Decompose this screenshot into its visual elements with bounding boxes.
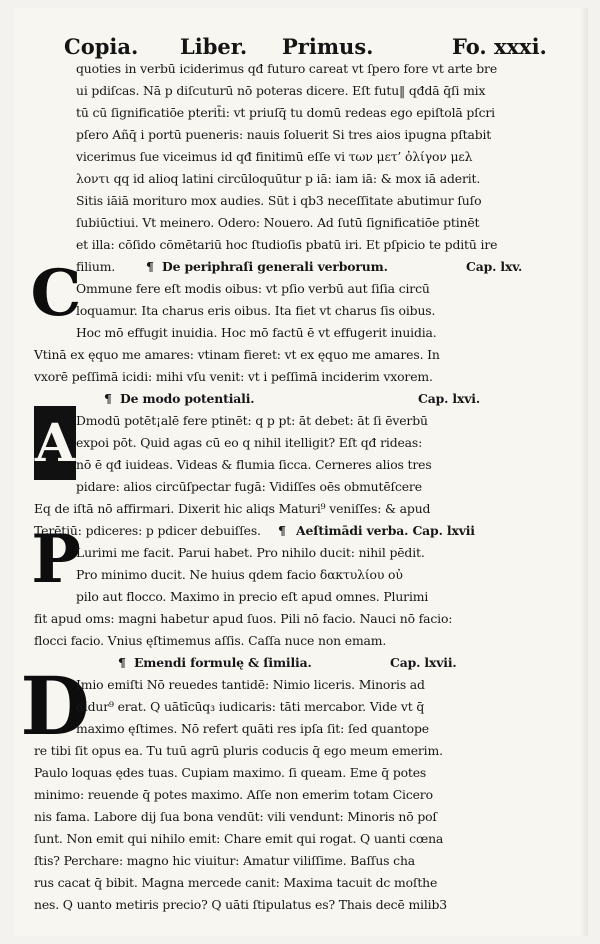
text-line: Vtinā ex ęquo me amares: vtinam fieret: vt ex ęquo me amares. In — [34, 347, 440, 362]
text-line: tū cū ſignificatiōe pterit̄i: vt priuſq̄ tu domū redeas ego epiſtolā pſcri — [76, 105, 495, 120]
text-line: ſunt. Non emit qui nihilo emit: Chare emit qui rogat. Q uanti cœna — [34, 831, 444, 846]
decorated-initial: A — [34, 406, 76, 480]
drop-cap-initial: P — [31, 520, 81, 598]
drop-cap-initial: D — [20, 659, 90, 753]
text-line: vxorē peſſimā icidi: mihi vſu venit: vt i peſſimā inciderim vxorem. — [34, 369, 433, 384]
text-line: nō ē qđ iuideas. Videas & flumia ſicca. Cerneres alios tres — [76, 457, 432, 472]
text-line: re tibi ſit opus ea. Tu tuū agrū pluris coducis q̄ ego meum emerim. — [34, 743, 443, 758]
text-line: didur⁹ erat. Q uātīcūq₃ iudicaris: tāti mercabor. Vide vt q̄ — [76, 699, 425, 714]
chapter-number: Cap. lxvii. — [390, 655, 457, 670]
text-line: Ommune fere eſt modis oibus: vt pſio verbū aut ſiſia circū — [76, 281, 430, 296]
text-line: Hoc mō effugit inuidia. Hoc mō factū ē vt effugerit inuidia. — [76, 325, 437, 340]
pilcrow-mark: ¶ — [146, 259, 154, 274]
text-line: rus cacat q̄ bibit. Magna mercede canit: Maxima tacuit dc moſthe — [34, 875, 438, 890]
page-edge-shading — [580, 8, 588, 936]
chapter-number: Cap. lxvi. — [418, 391, 480, 406]
text-line: filium. — [76, 259, 116, 274]
drop-cap-initial: C — [30, 255, 82, 331]
text-line: Pro minimo ducit. Ne huius qdem facio δακτυλίου οὐ — [76, 567, 403, 582]
text-line: Eq de iſtā nō affirmari. Dixerit hic aliqs Maturi⁹ veniſſes: & apud — [34, 501, 431, 516]
chapter-heading: De modo potentiali. — [120, 391, 255, 406]
text-line: pſero Añq̄ i portū pueneris: nauis ſoluerit Si tres aios ipugna pſtabit — [76, 127, 492, 142]
text-line: Dmodū potēt¡alē fere ptinēt: q p pt: āt debet: āt ſi ēverbū — [76, 413, 428, 428]
pilcrow-mark: ¶ — [104, 391, 112, 406]
text-line: flocci facio. Vnius ęſtimemus aſſis. Caſſa nuce non emam. — [34, 633, 387, 648]
text-line: maximo ęſtimes. Nō refert quāti res ipſa ſit: ſed quantope — [76, 721, 429, 736]
text-line: ſubiūctiui. Vt meinero. Odero: Nouero. Ad ſutū ſignificatiōe ptinēt — [76, 215, 480, 230]
text-line: nis fama. Labore dij ſua bona vendūt: vili vendunt: Minoris nō poſ — [34, 809, 437, 824]
header-center: Liber. — [180, 34, 248, 59]
chapter-number: Cap. lxv. — [466, 259, 523, 274]
book-page — [14, 8, 588, 936]
text-line: pilo aut flocco. Maximo in precio eſt apud omnes. Plurimi — [76, 589, 429, 604]
text-line: loquamur. Ita charus eris oibus. Ita fiet vt charus ſis oibus. — [76, 303, 436, 318]
text-line: vicerimus ſue viceimus id qđ finitimū eſſe vi των μετ’ ὀλίγον μελ — [76, 149, 473, 164]
text-line: et illa: cōſido cōmētariū hoc ſtudioſis pbatū iri. Et pſpicio te pditū ire — [76, 237, 498, 252]
text-line: expoi pōt. Quid agas cū eo q nihil itelligit? Eſt qđ rideas: — [76, 435, 423, 450]
text-line: ui pdiſcas. Nā p diſcuturū nō poteras dicere. Eſt futu‖ qđdā q̄ſi mix — [76, 83, 486, 98]
text-line: ſtis? Perchare: magno hic viuitur: Amatur viliſſime. Baſſus cha — [34, 853, 416, 868]
text-line: quoties in verbū iciderimus qđ futuro careat vt ſpero fore vt arte bre — [76, 61, 498, 76]
text-line: minimo: reuende q̄ potes maximo. Aſſe non emerim totam Cicero — [34, 787, 433, 802]
text-line: Paulo loquas ędes tuas. Cupiam maximo. ſi queam. Eme q̄ potes — [34, 765, 427, 780]
chapter-heading: De periphraſi generali verborum. — [162, 259, 388, 274]
text-line: pidare: alios circūſpectar fugā: Vidiſſes oēs obmutēſcere — [76, 479, 422, 494]
text-line: nes. Q uanto metiris precio? Q uāti ſtipulatus es? Thais decē milib3 — [34, 897, 447, 912]
chapter-heading: Emendi formulę & ſimilia. — [134, 655, 312, 670]
text-line: Terētiū: pdiceres: p pdicer debuiſſes. — [34, 523, 261, 538]
text-line: λοντι qq id alioq latini circūloquūtur p iā: iam iā: & mox iā aderit. — [76, 171, 481, 186]
text-line: Sitis iāiā morituro mox audies. Sūt i qb3 neceſſitate abutimur ſuſo — [76, 193, 482, 208]
pilcrow-mark: ¶ — [278, 523, 286, 538]
header-right: Primus. — [282, 34, 374, 59]
chapter-heading: Aeſtimādi verba. Cap. lxvii — [296, 523, 475, 538]
folio-number: Fo. xxxi. — [452, 34, 547, 59]
header-left: Copia. — [64, 34, 139, 59]
text-line: Lurimi me facit. Parui habet. Pro nihilo ducit: nihil pēdit. — [76, 545, 425, 560]
text-line: Imio emiſti Nō reuedes tantidē: Nimio liceris. Minoris ad — [76, 677, 425, 692]
pilcrow-mark: ¶ — [118, 655, 126, 670]
text-line: fit apud oms: magni habetur apud ſuos. Pili nō facio. Nauci nō facio: — [34, 611, 453, 626]
